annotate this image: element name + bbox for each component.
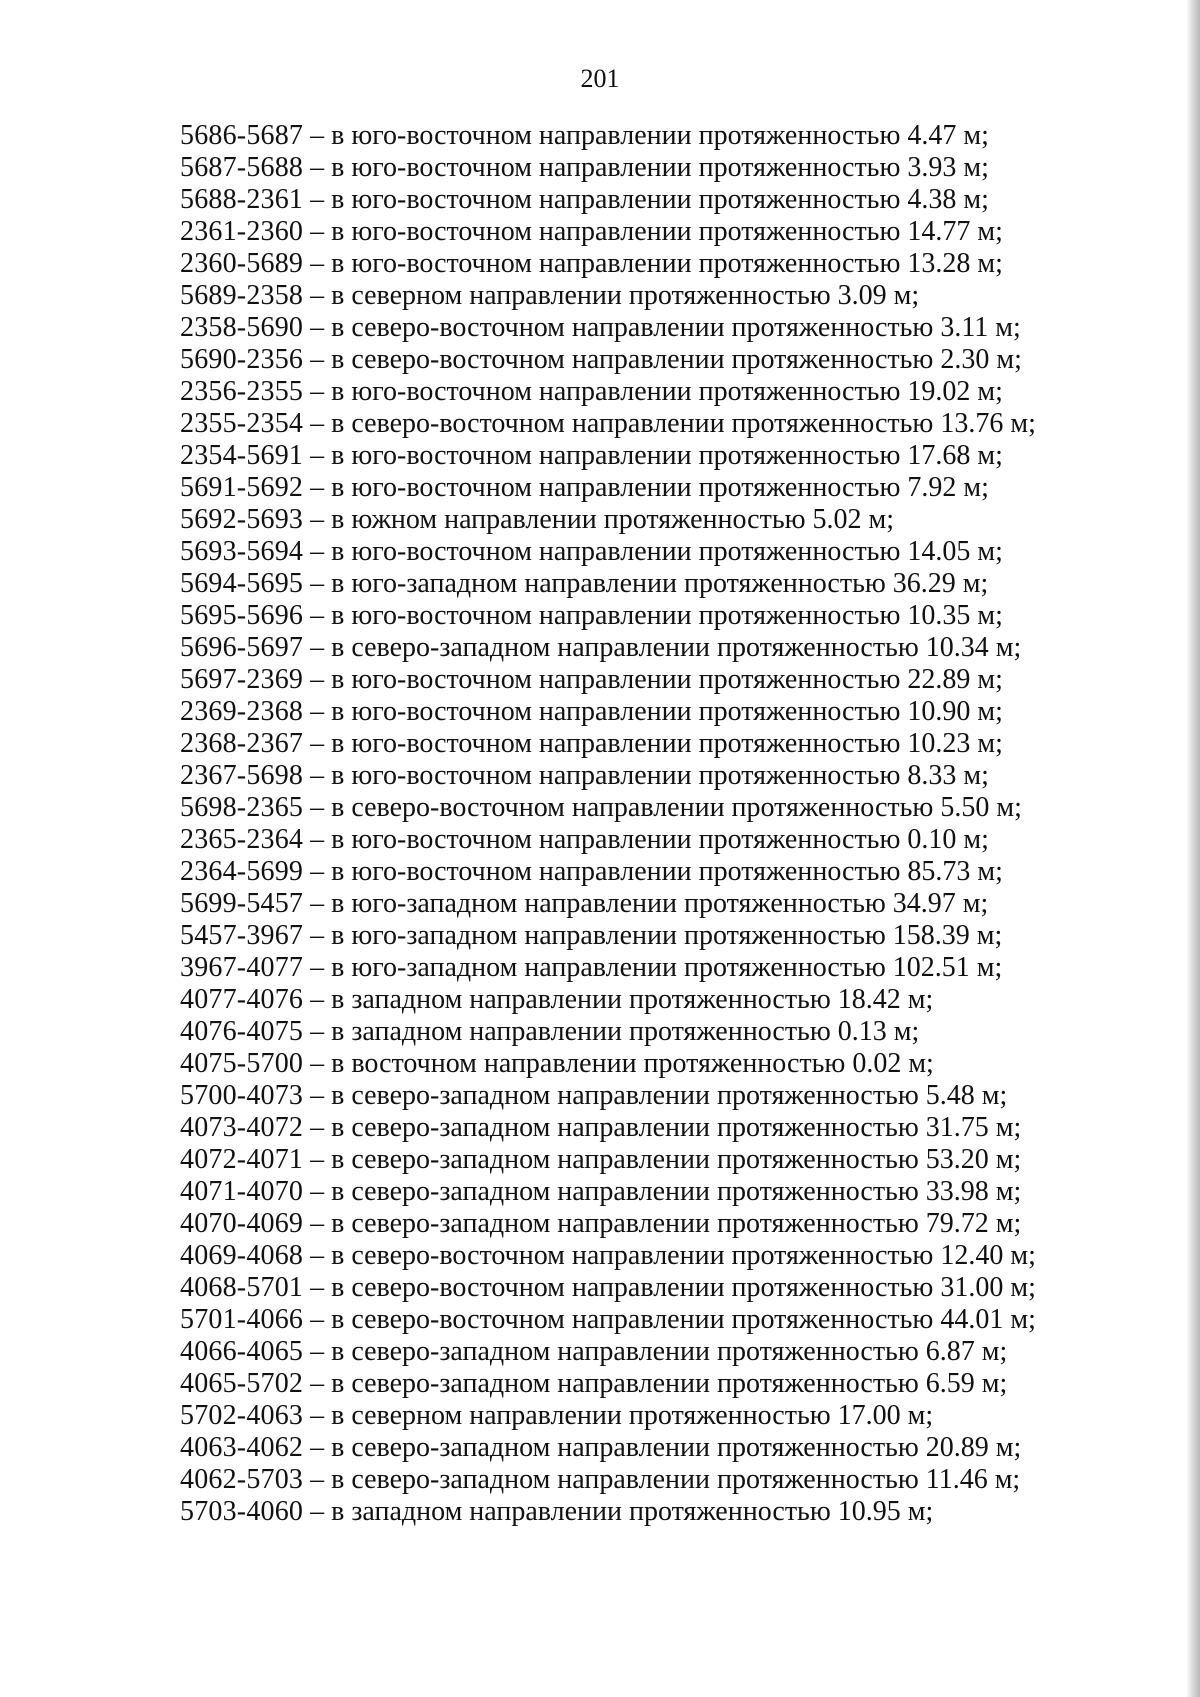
boundary-segment-line	[180, 760, 1080, 792]
boundary-segment-line	[180, 1464, 1080, 1496]
boundary-segment-line	[180, 1336, 1080, 1368]
segment-points: 4070-4069	[180, 1208, 304, 1239]
boundary-segment-line	[180, 408, 1080, 440]
segment-points: 5689-2358	[180, 280, 304, 311]
segment-points: 2361-2360	[180, 216, 304, 247]
segment-points: 5692-5693	[180, 504, 304, 535]
segment-description: – в северо-западном направлении протяженностью 5.48 м;	[303, 1080, 1008, 1111]
segment-description: – в северо-западном направлении протяженностью 10.34 м;	[303, 632, 1022, 663]
boundary-segment-line	[180, 792, 1080, 824]
boundary-segment-line	[180, 1048, 1080, 1080]
scan-edge-shadow	[1186, 0, 1200, 1697]
segment-points: 4068-5701	[180, 1272, 304, 1303]
boundary-segment-line	[180, 1016, 1080, 1048]
boundary-segment-line	[180, 1176, 1080, 1208]
boundary-segment-line	[180, 1496, 1080, 1528]
segment-description: – в северо-западном направлении протяженностью 6.87 м;	[303, 1336, 1008, 1367]
boundary-segment-line	[180, 696, 1080, 728]
boundary-segment-line	[180, 1080, 1080, 1112]
page-number: 201	[580, 64, 620, 93]
segment-points: 5698-2365	[180, 792, 304, 823]
segment-description: – в северо-восточном направлении протяженностью 12.40 м;	[303, 1240, 1036, 1271]
segment-description: – в северо-западном направлении протяженностью 53.20 м;	[303, 1144, 1022, 1175]
segment-description: – в западном направлении протяженностью 18.42 м;	[303, 984, 934, 1015]
segment-points: 5697-2369	[180, 664, 304, 695]
segment-points: 2354-5691	[180, 440, 304, 471]
segment-points: 3967-4077	[180, 952, 304, 983]
boundary-segment-line	[180, 1112, 1080, 1144]
boundary-segment-line	[180, 312, 1080, 344]
segment-description: – в северо-восточном направлении протяженностью 31.00 м;	[303, 1272, 1036, 1303]
segment-description: – в северо-восточном направлении протяженностью 2.30 м;	[303, 344, 1022, 375]
boundary-segment-line	[180, 824, 1080, 856]
segment-description: – в северо-восточном направлении протяженностью 44.01 м;	[303, 1304, 1036, 1335]
segment-description: – в северо-западном направлении протяженностью 79.72 м;	[303, 1208, 1022, 1239]
boundary-segment-line	[180, 120, 1080, 152]
boundary-segment-line	[180, 1144, 1080, 1176]
boundary-segment-line	[180, 568, 1080, 600]
segment-description: – в юго-восточном направлении протяженностью 0.10 м;	[303, 824, 989, 855]
segment-points: 4066-4065	[180, 1336, 304, 1367]
segment-points: 5693-5694	[180, 536, 304, 567]
segment-points: 5703-4060	[180, 1496, 304, 1527]
segment-points: 2355-2354	[180, 408, 304, 439]
boundary-segment-line	[180, 856, 1080, 888]
boundary-segment-line	[180, 440, 1080, 472]
segment-description: – в юго-восточном направлении протяженностью 14.05 м;	[303, 536, 1003, 567]
segment-points: 2364-5699	[180, 856, 304, 887]
segment-points: 5702-4063	[180, 1400, 304, 1431]
segment-description: – в юго-восточном направлении протяженностью 17.68 м;	[303, 440, 1003, 471]
boundary-segment-line	[180, 920, 1080, 952]
segment-points: 5690-2356	[180, 344, 304, 375]
boundary-segment-line	[180, 728, 1080, 760]
segment-description: – в юго-восточном направлении протяженностью 3.93 м;	[303, 152, 989, 183]
segment-points: 5688-2361	[180, 184, 304, 215]
boundary-segment-line	[180, 216, 1080, 248]
boundary-segment-line	[180, 376, 1080, 408]
segment-points: 5699-5457	[180, 888, 304, 919]
segment-description: – в юго-восточном направлении протяженностью 13.28 м;	[303, 248, 1003, 279]
segment-points: 2358-5690	[180, 312, 304, 343]
boundary-segment-line	[180, 632, 1080, 664]
segment-description: – в юго-восточном направлении протяженностью 7.92 м;	[303, 472, 989, 503]
boundary-segment-line	[180, 664, 1080, 696]
segment-description: – в юго-западном направлении протяженностью 158.39 м;	[303, 920, 1003, 951]
segment-description: – в юго-восточном направлении протяженностью 10.90 м;	[303, 696, 1003, 727]
segment-description: – в юго-восточном направлении протяженностью 85.73 м;	[303, 856, 1003, 887]
boundary-segment-line	[180, 1208, 1080, 1240]
segment-description: – в северо-восточном направлении протяженностью 5.50 м;	[303, 792, 1022, 823]
boundary-segment-line	[180, 1368, 1080, 1400]
segment-points: 5694-5695	[180, 568, 304, 599]
segment-points: 4062-5703	[180, 1464, 304, 1495]
segment-description: – в северо-западном направлении протяженностью 33.98 м;	[303, 1176, 1022, 1207]
segment-points: 5687-5688	[180, 152, 304, 183]
segment-points: 2367-5698	[180, 760, 304, 791]
boundary-segment-line	[180, 952, 1080, 984]
segment-points: 2369-2368	[180, 696, 304, 727]
segment-points: 4069-4068	[180, 1240, 304, 1271]
boundary-segment-line	[180, 888, 1080, 920]
segment-description: – в северном направлении протяженностью 17.00 м;	[303, 1400, 934, 1431]
segment-description: – в юго-западном направлении протяженностью 102.51 м;	[303, 952, 1003, 983]
segment-description: – в юго-восточном направлении протяженностью 10.23 м;	[303, 728, 1003, 759]
boundary-segment-line	[180, 472, 1080, 504]
segment-points: 5701-4066	[180, 1304, 304, 1335]
boundary-segment-line	[180, 1240, 1080, 1272]
segment-description: – в юго-восточном направлении протяженностью 22.89 м;	[303, 664, 1003, 695]
segment-description: – в северо-восточном направлении протяженностью 3.11 м;	[303, 312, 1021, 343]
segment-description: – в юго-восточном направлении протяженностью 14.77 м;	[303, 216, 1003, 247]
segment-description: – в юго-восточном направлении протяженностью 10.35 м;	[303, 600, 1003, 631]
segment-description: – в западном направлении протяженностью 10.95 м;	[303, 1496, 934, 1527]
boundary-segment-line	[180, 1432, 1080, 1464]
boundary-segment-list	[180, 120, 1080, 1528]
boundary-segment-line	[180, 248, 1080, 280]
segment-points: 4072-4071	[180, 1144, 304, 1175]
segment-description: – в северо-восточном направлении протяженностью 13.76 м;	[303, 408, 1036, 439]
segment-points: 4073-4072	[180, 1112, 304, 1143]
boundary-segment-line	[180, 1272, 1080, 1304]
boundary-segment-line	[180, 1304, 1080, 1336]
segment-points: 2360-5689	[180, 248, 304, 279]
segment-description: – в северо-западном направлении протяженностью 31.75 м;	[303, 1112, 1022, 1143]
segment-description: – в юго-восточном направлении протяженностью 4.47 м;	[303, 120, 989, 151]
segment-description: – в юго-восточном направлении протяженностью 19.02 м;	[303, 376, 1003, 407]
segment-description: – в северном направлении протяженностью 3.09 м;	[303, 280, 920, 311]
boundary-segment-line	[180, 184, 1080, 216]
segment-description: – в северо-западном направлении протяженностью 20.89 м;	[303, 1432, 1022, 1463]
segment-points: 2368-2367	[180, 728, 304, 759]
segment-points: 5700-4073	[180, 1080, 304, 1111]
segment-points: 5691-5692	[180, 472, 304, 503]
segment-description: – в юго-западном направлении протяженностью 36.29 м;	[303, 568, 989, 599]
boundary-segment-line	[180, 344, 1080, 376]
boundary-segment-line	[180, 1400, 1080, 1432]
segment-points: 4077-4076	[180, 984, 304, 1015]
boundary-segment-line	[180, 984, 1080, 1016]
segment-points: 4076-4075	[180, 1016, 304, 1047]
segment-points: 4065-5702	[180, 1368, 304, 1399]
segment-description: – в юго-восточном направлении протяженностью 8.33 м;	[303, 760, 989, 791]
segment-points: 5696-5697	[180, 632, 304, 663]
segment-description: – в юго-западном направлении протяженностью 34.97 м;	[303, 888, 989, 919]
segment-points: 2356-2355	[180, 376, 304, 407]
segment-description: – в северо-западном направлении протяженностью 6.59 м;	[303, 1368, 1008, 1399]
segment-description: – в восточном направлении протяженностью 0.02 м;	[303, 1048, 934, 1079]
boundary-segment-line	[180, 280, 1080, 312]
segment-description: – в западном направлении протяженностью 0.13 м;	[303, 1016, 920, 1047]
boundary-segment-line	[180, 504, 1080, 536]
segment-points: 5457-3967	[180, 920, 304, 951]
segment-points: 4063-4062	[180, 1432, 304, 1463]
segment-points: 4075-5700	[180, 1048, 304, 1079]
boundary-segment-line	[180, 152, 1080, 184]
boundary-segment-line	[180, 600, 1080, 632]
segment-points: 5695-5696	[180, 600, 304, 631]
segment-description: – в северо-западном направлении протяженностью 11.46 м;	[303, 1464, 1021, 1495]
segment-description: – в юго-восточном направлении протяженностью 4.38 м;	[303, 184, 989, 215]
boundary-segment-line	[180, 536, 1080, 568]
segment-points: 4071-4070	[180, 1176, 304, 1207]
segment-points: 5686-5687	[180, 120, 304, 151]
segment-points: 2365-2364	[180, 824, 304, 855]
segment-description: – в южном направлении протяженностью 5.02 м;	[303, 504, 895, 535]
